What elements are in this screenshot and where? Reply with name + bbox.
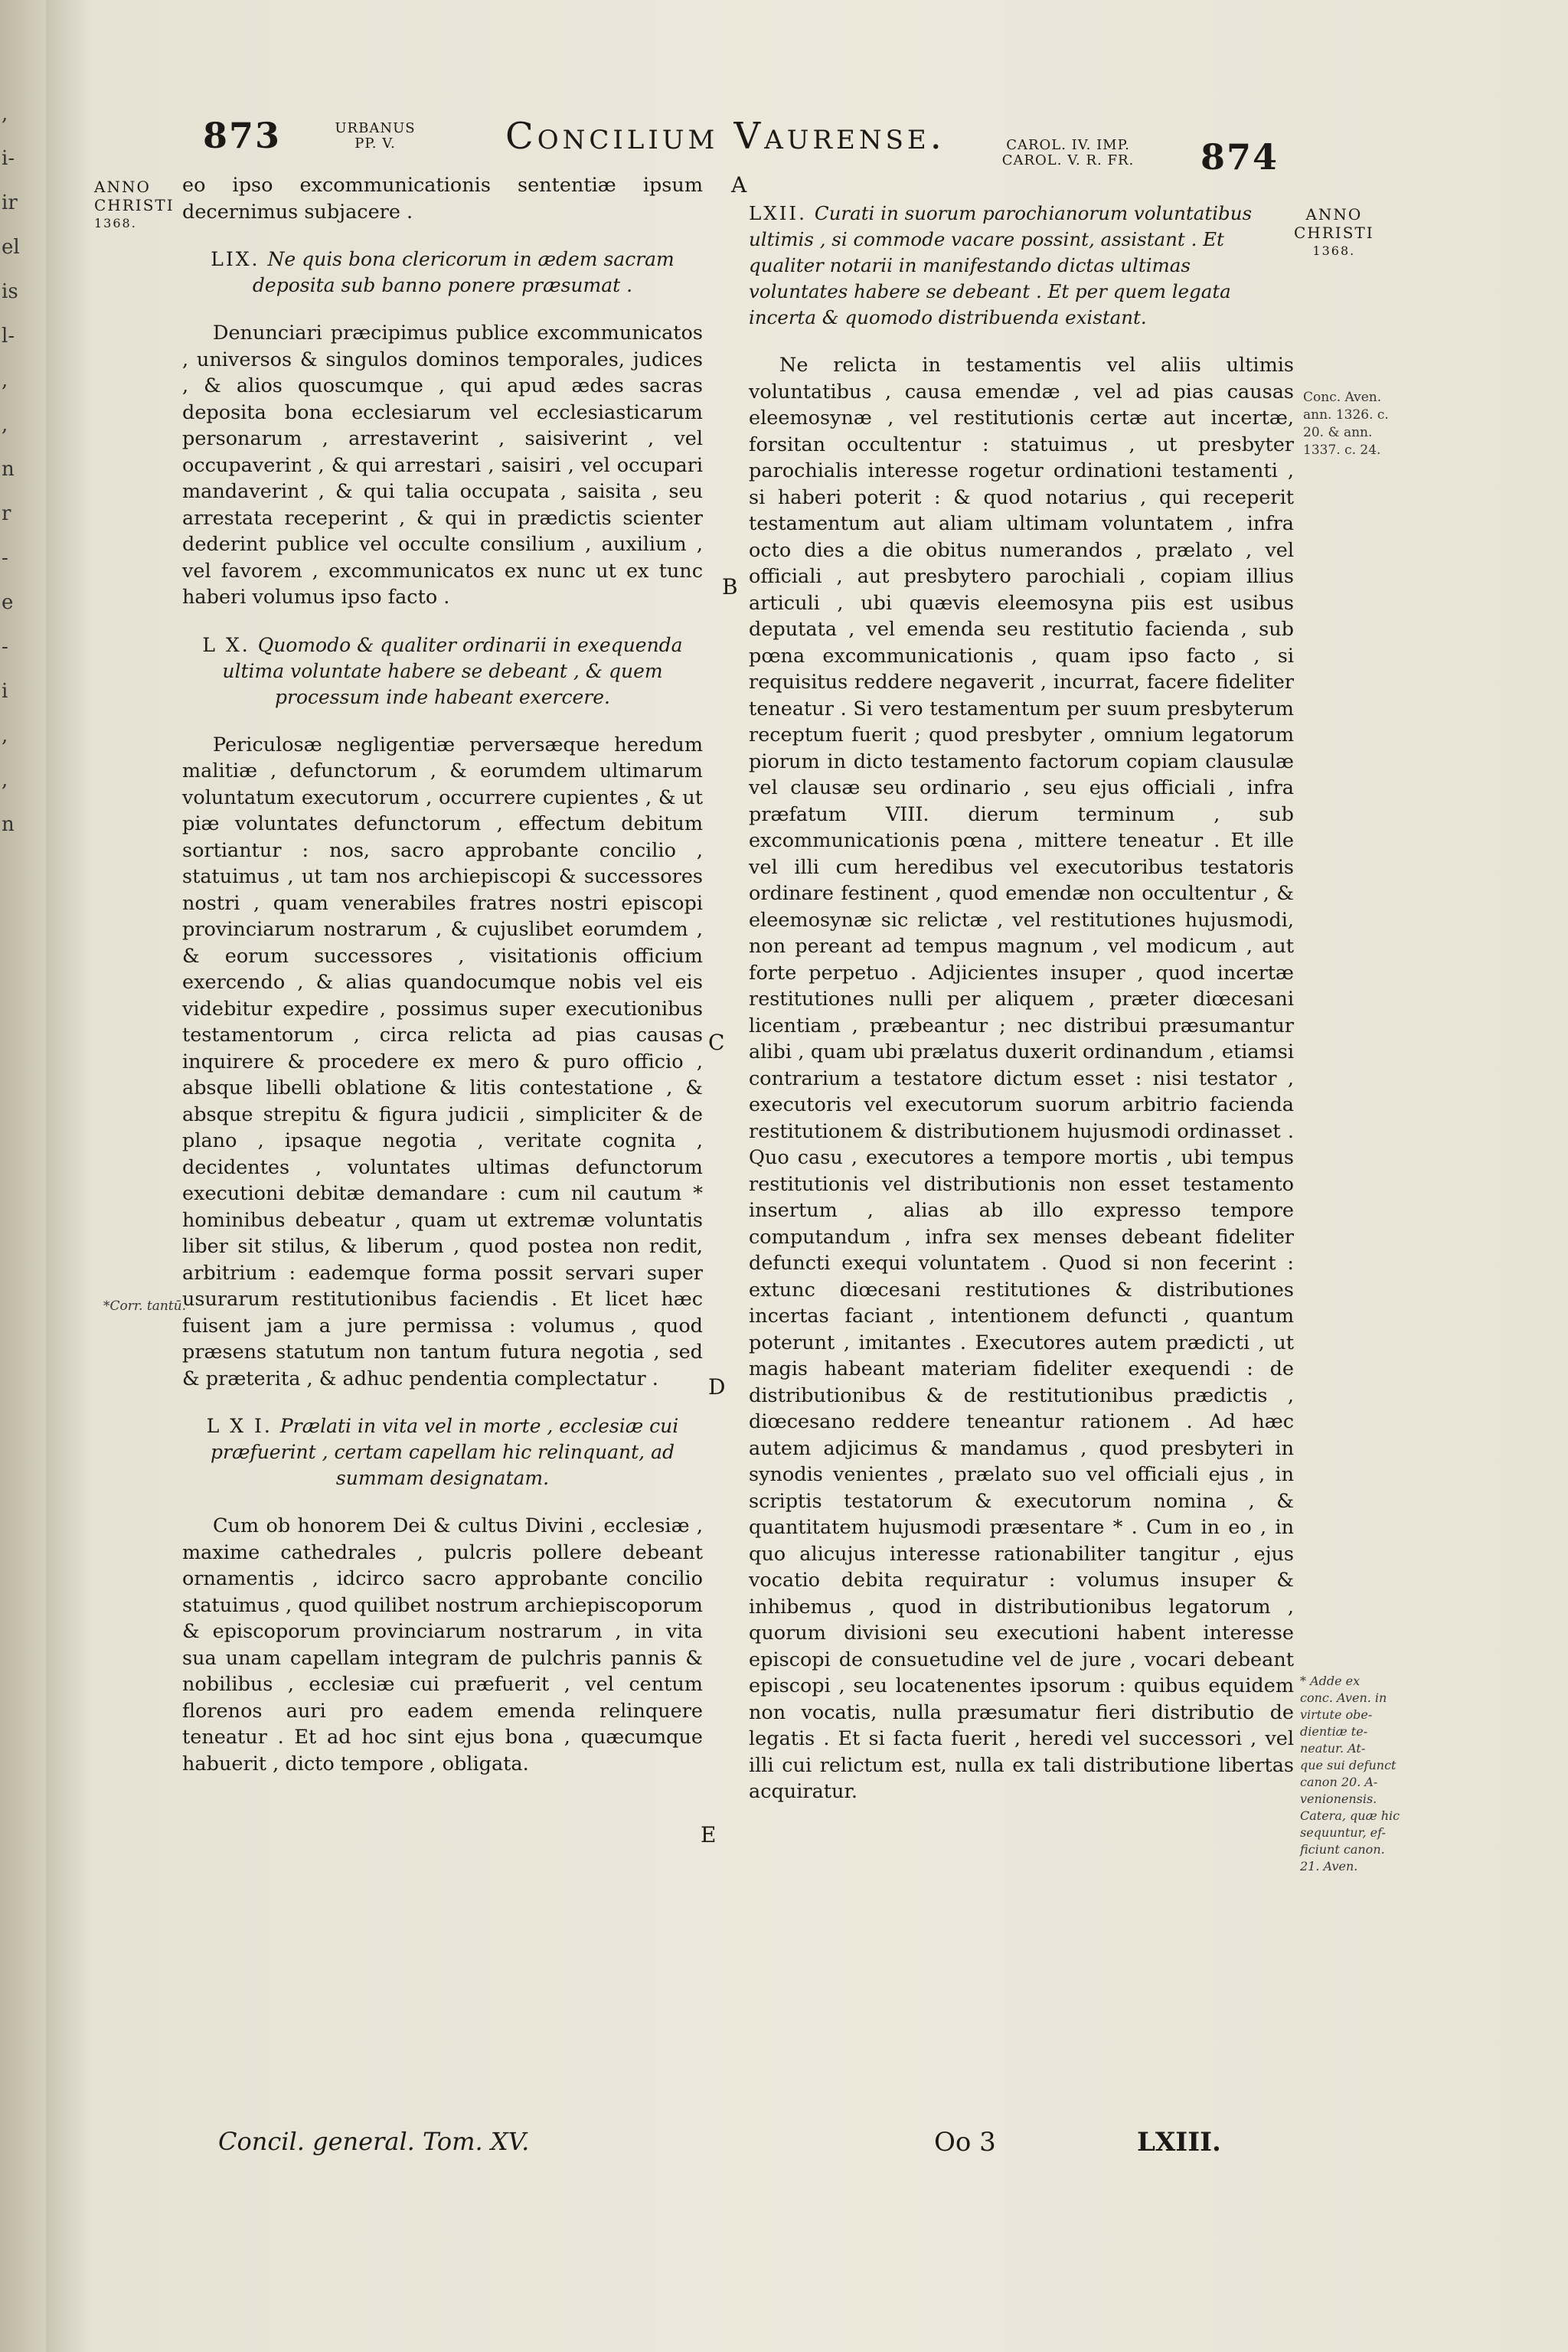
document-page	[46, 0, 1568, 2352]
header-emperor-line: CAROL. IV. IMP.	[1006, 137, 1130, 153]
note-line: venionensis.	[1300, 1792, 1377, 1806]
left-column	[182, 172, 703, 1777]
page-number-left: 873	[203, 115, 282, 156]
canon-number: L X I.	[206, 1415, 273, 1437]
footer-signature: Oo 3	[934, 2127, 996, 2158]
canon-heading: Prælati in vita vel in morte , ecclesiæ cui præfuerint , certam capellam hic relinquant, ad summam designatam.	[211, 1415, 679, 1489]
anno-line: 1368.	[1312, 243, 1356, 258]
canon-title	[182, 247, 703, 299]
margin-note-right	[1300, 1673, 1400, 1875]
note-line: sequuntur, ef-	[1300, 1825, 1386, 1840]
section-letter-c: C	[708, 1030, 725, 1055]
header-pope	[333, 121, 417, 152]
ref-line: 20. & ann.	[1303, 425, 1373, 440]
header-emperor-line: CAROL. V. R. FR.	[1001, 152, 1135, 168]
anno-line: ANNO	[1305, 205, 1363, 224]
canon-number: L X.	[202, 633, 250, 656]
canon-title	[182, 1413, 703, 1491]
book-gutter	[0, 0, 46, 2352]
section-letter-d: D	[708, 1374, 726, 1400]
note-line: Catera, quæ hic	[1300, 1808, 1400, 1823]
margin-anno-right	[1294, 205, 1374, 260]
canon-heading: Curati in suorum parochianorum voluntatibus ultimis , si commode vacare possint, assistant . Et qualiter notarii in manifestando dictas ultimas voluntates habere se debeant . Et per quem legata incerta & quomodo distribuenda existant.	[749, 202, 1253, 328]
canon-heading: Ne quis bona clericorum in ædem sacram deposita sub banno ponere præsumat .	[252, 248, 675, 296]
footer-catchword: LXIII.	[1137, 2127, 1221, 2158]
section-letter-e: E	[701, 1822, 717, 1847]
header-pope-line: PP. V.	[354, 136, 396, 152]
canon-heading: Quomodo & qualiter ordinarii in exequenda ultima voluntate habere se debeant , & quem processum inde habeant exercere.	[222, 633, 683, 708]
section-letter-a: A	[731, 172, 747, 198]
canon-title	[749, 201, 1294, 331]
paragraph: Cum ob honorem Dei & cultus Divini , ecclesiæ , maxime cathedrales , pulcris pollere debeant ornamentis , idcirco sacro approbante concilio statuimus , quod quilibet nostrum archiepiscoporum & episcoporum provinciarum nostrarum , in vita sua unam capellam integram de pulchris pannis & nobilibus , ecclesiæ cui præfuerit , vel centum florenos auri pro eadem emenda relinquere teneatur . Et ad hoc sint ejus bona , quæcumque habuerit , dicto tempore , obligata.	[182, 1514, 703, 1775]
note-line: neatur. At-	[1300, 1741, 1366, 1756]
page-number-right: 874	[1200, 136, 1279, 178]
note-line: canon 20. A-	[1300, 1775, 1378, 1789]
paragraph: Denunciari præcipimus publice excommunicatos , universos & singulos dominos temporales, judices , & alios quoscumque , qui apud ædes sacras deposita bona ecclesiarum vel ecclesiasticarum personarum , arrestaverint , saisiverint , vel occupaverint , & qui arrestari , saisiri , vel occupari mandaverint , & qui talia occupata , saisita , seu arrestata receperint , & qui in prædictis scienter dederint publice vel occulte consilium , auxilium , vel favorem , excommunicatos ex nunc ut ex tunc haberi volumus ipso facto .	[182, 322, 703, 609]
section-letter-b: B	[722, 574, 738, 599]
paragraph: eo ipso excommunicationis sententiæ ipsum decernimus subjacere .	[182, 174, 703, 224]
right-column	[749, 201, 1294, 1805]
anno-line: 1368.	[94, 216, 137, 230]
note-line: conc. Aven. in	[1300, 1690, 1387, 1705]
footer-volume: Concil. general. Tom. XV.	[218, 2127, 530, 2156]
ref-line: Conc. Aven.	[1303, 390, 1382, 405]
note-line: dientiæ te-	[1300, 1724, 1368, 1739]
anno-line: CHRISTI	[1294, 224, 1374, 242]
paragraph: Ne relicta in testamentis vel aliis ultimis voluntatibus , causa emendæ , vel ad pias causas eleemosynæ , vel restitutionis certæ aut incertæ, forsitan occultentur : statuimus , ut presbyter parochialis interesse rogetur ordinationi testamenti , si haberi poterit : & quod notarius , qui receperit testamentum aut aliam ultimam voluntatem , infra octo dies a die obitus numerandos , prælato , vel officiali , aut presbytero parochiali , copiam illius articuli , ubi quævis eleemosyna piis est usibus deputata , vel emenda seu restitutio facienda , sub pœna excommunicationis , quam ipso facto , si requisitus reddere negaverit , incurrat, facere fideliter teneatur . Si vero testamentum per suum presbyterum receptum fuerit ; quod presbyter , omnium legatorum piorum in dicto testamento factorum copiam clausulæ vel clausæ seu ordinario , seu ejus officiali , infra præfatum VIII. dierum terminum , sub excommunicationis pœna , mittere teneatur . Et ille vel illi cum heredibus vel executoribus testatoris ordinare festinent , quod emendæ non occultentur , & eleemosynæ sic relictæ , vel restitutiones hujusmodi, non pereant ad tempus magnum , vel modicum , aut forte perpetuo . Adjicientes insuper , quod incertæ restitutiones nulli per aliquem , præter diœcesani licentiam , præbeantur ; nec distribui præsumantur alibi , quam ubi prælatus duxerit ordinandum , etiamsi contrarium a testatore dictum esset : nisi testator , executoris vel executorum suorum arbitrio facienda restitutionem & distributionem hujusmodi ordinasset . Quo casu , executores a tempore mortis , ubi tempus restitutionis vel distributionis non esset testamento insertum , alias ab illo expresso tempore computandum , infra sex menses debeant fideliter defuncti exequi voluntatem . Quod si non fecerint : extunc diœcesani restitutiones & distributiones incertas faciant , intentionem defuncti , quantum poterunt , imitantes . Executores autem prædicti , ut magis habeant materiam fideliter exequendi : de distributionibus & de restitutionibus prædictis , diœcesano reddere teneantur rationem . Ad hæc autem adjicimus & mandamus , quod presbyteri in synodis venientes , prælato suo vel officiali ejus , in scriptis testatorum & executorum nomina , & quantitatem hujusmodi præsentare * . Cum in eo , in quo alicujus interesse rationabiliter tangitur , ejus vocatio debita requiratur : volumus insuper & inhibemus , quod in distributionibus legatorum , quorum divisioni seu executioni habent interesse episcopi de consuetudine vel de jure , vocari debeant episcopi , seu locatenentes ipsorum : quibus equidem non vocatis, nulla præsumatur fieri distributio de legatis . Et si facta fuerit , heredi vel successori , vel illi cui relictum est, nulla ex tali distributione libertas acquiratur.	[749, 354, 1294, 1803]
margin-ref-right	[1303, 389, 1389, 459]
running-title: Concilium Vaurense.	[505, 115, 946, 158]
canon-title	[182, 632, 703, 710]
anno-line: CHRISTI	[94, 196, 175, 214]
anno-line: ANNO	[94, 178, 151, 196]
margin-note-left: *Corr. tantū.	[103, 1298, 187, 1314]
ref-line: 1337. c. 24.	[1303, 443, 1381, 458]
note-line: * Adde ex	[1300, 1674, 1361, 1688]
gutter-glyphs: , i- ir el is l- , , n r - e - i , , n	[2, 103, 20, 836]
note-line: 21. Aven.	[1300, 1859, 1358, 1873]
canon-number: LXII.	[749, 202, 807, 224]
note-line: virtute obe-	[1300, 1707, 1373, 1722]
margin-anno-left	[94, 178, 175, 233]
paragraph: Periculosæ negligentiæ perversæque heredum malitiæ , defunctorum , & eorumdem ultimarum voluntatum executorum , occurrere cupientes , & ut piæ voluntates defunctorum , effectum debitum sortiantur : nos, sacro approbante concilio , statuimus , ut tam nos archiepiscopi & successores nostri , quam venerabiles fratres nostri episcopi provinciarum nostrarum , & cujuslibet eorumdem , & eorum successores , visitationis officium exercendo , & alias quandocumque nobis vel eis videbitur expedire , possimus super executionibus testamentorum , circa relicta ad pias causas inquirere & procedere ex mero & puro officio , absque libelli oblatione & litis contestatione , & absque strepitu & figura judicii , simpliciter & de plano , ipsaque negotia , veritate cognita , decidentes , voluntates ultimas defunctorum executioni debitæ demandare : cum nil cautum * hominibus debeatur , quam ut extremæ voluntatis liber sit stilus, & liberum , quod postea non redit, arbitrium : eademque forma possit servari super usurarum restitutionibus faciendis . Et licet hæc fuisent jam a jure permissa : volumus , quod præsens statutum non tantum futura negotia , sed & præterita , & adhuc pendentia complectatur .	[182, 733, 703, 1390]
note-line: ficiunt canon.	[1300, 1842, 1385, 1857]
ref-line: ann. 1326. c.	[1303, 407, 1389, 423]
canon-number: LIX.	[211, 248, 260, 270]
header-pope-line: URBANUS	[335, 120, 416, 136]
note-line: que sui defunct	[1300, 1758, 1396, 1772]
header-emperor	[991, 138, 1145, 168]
